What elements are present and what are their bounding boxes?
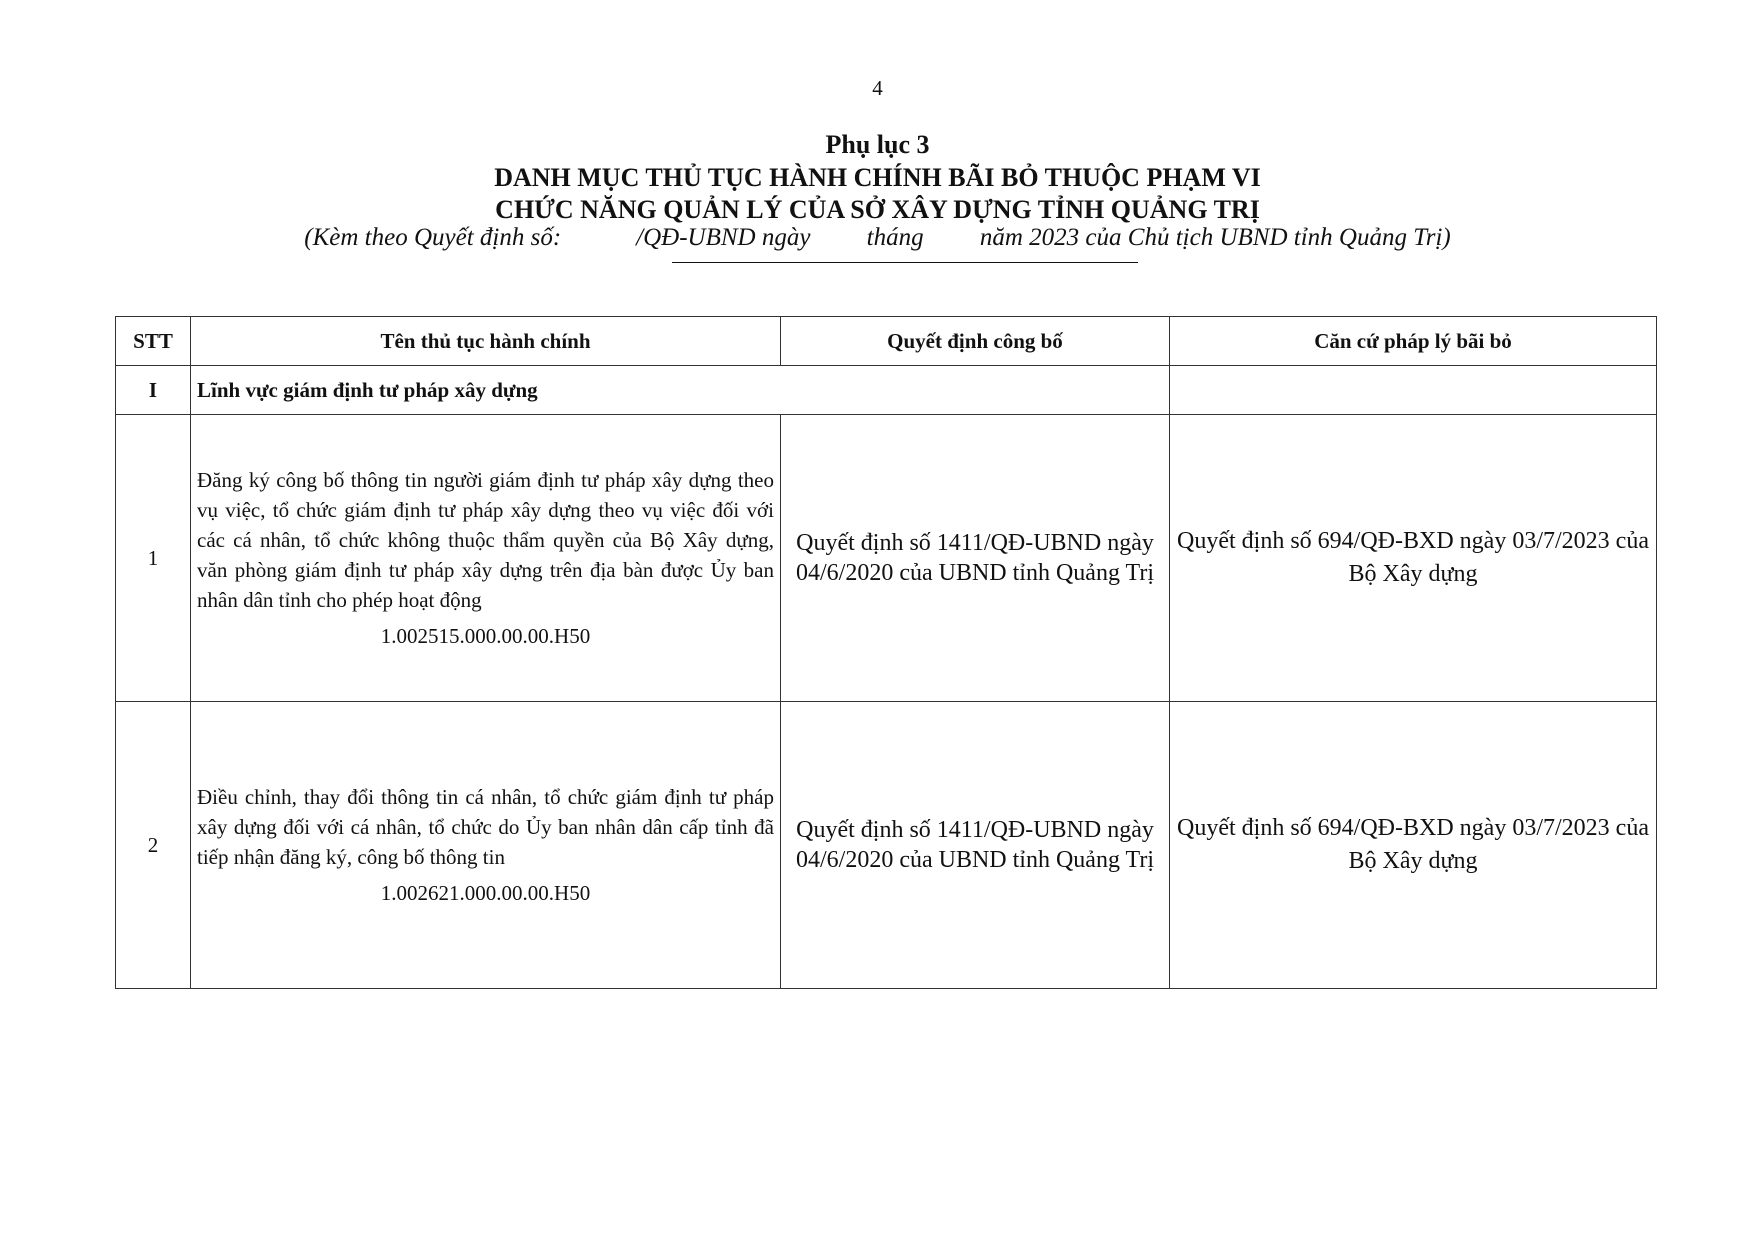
column-header-decision: Quyết định công bố	[781, 317, 1170, 366]
row-number: 2	[116, 702, 191, 989]
table-row	[116, 702, 1657, 989]
document-subtitle: (Kèm theo Quyết định số: /QĐ-UBND ngày tháng năm 2023 của Chủ tịch UBND tỉnh Quảng Trị)	[304, 224, 1451, 251]
section-title: Lĩnh vực giám định tư pháp xây dựng	[191, 366, 1170, 415]
document-title-line-1: DANH MỤC THỦ TỤC HÀNH CHÍNH BÃI BỎ THUỘC PHẠM VI	[494, 163, 1261, 192]
procedure-code: 1.002515.000.00.00.H50	[380, 624, 591, 648]
section-empty-cell	[1170, 366, 1657, 415]
appendix-title: Phụ lục 3	[825, 130, 930, 159]
table-row	[116, 415, 1657, 702]
document-title-line-2: CHỨC NĂNG QUẢN LÝ CỦA SỞ XÂY DỰNG TỈNH QUẢNG TRỊ	[495, 195, 1260, 224]
document-heading	[0, 128, 1755, 226]
procedure-code: 1.002621.000.00.00.H50	[380, 881, 591, 905]
procedure-cell	[191, 415, 781, 702]
publication-decision: Quyết định số 1411/QĐ-UBND ngày 04/6/2020 của UBND tỉnh Quảng Trị	[781, 415, 1170, 702]
row-number: 1	[116, 415, 191, 702]
table-header-row	[116, 317, 1657, 366]
legal-basis: Quyết định số 694/QĐ-BXD ngày 03/7/2023 của Bộ Xây dựng	[1170, 702, 1657, 989]
subtitle-divider	[672, 262, 1138, 263]
procedures-table	[115, 316, 1657, 989]
section-row	[116, 366, 1657, 415]
procedure-name: Đăng ký công bố thông tin người giám định tư pháp xây dựng theo vụ việc, tổ chức giám định tư pháp xây dựng theo vụ việc đối với các cá nhân, tổ chức không thuộc thẩm quyền của Bộ Xây dựng, văn phòng giám định tư pháp xây dựng trên địa bàn được Ủy ban nhân dân tỉnh cho phép hoạt động	[197, 468, 774, 612]
procedure-name: Điều chỉnh, thay đổi thông tin cá nhân, tổ chức giám định tư pháp xây dựng đối với cá nhân, tổ chức do Ủy ban nhân dân cấp tỉnh đã tiếp nhận đăng ký, công bố thông tin	[197, 785, 774, 869]
column-header-stt: STT	[116, 317, 191, 366]
procedure-cell	[191, 702, 781, 989]
legal-basis: Quyết định số 694/QĐ-BXD ngày 03/7/2023 của Bộ Xây dựng	[1170, 415, 1657, 702]
column-header-name: Tên thủ tục hành chính	[191, 317, 781, 366]
column-header-legal: Căn cứ pháp lý bãi bỏ	[1170, 317, 1657, 366]
publication-decision: Quyết định số 1411/QĐ-UBND ngày 04/6/2020 của UBND tỉnh Quảng Trị	[781, 702, 1170, 989]
page-number: 4	[872, 76, 883, 100]
section-number: I	[116, 366, 191, 415]
